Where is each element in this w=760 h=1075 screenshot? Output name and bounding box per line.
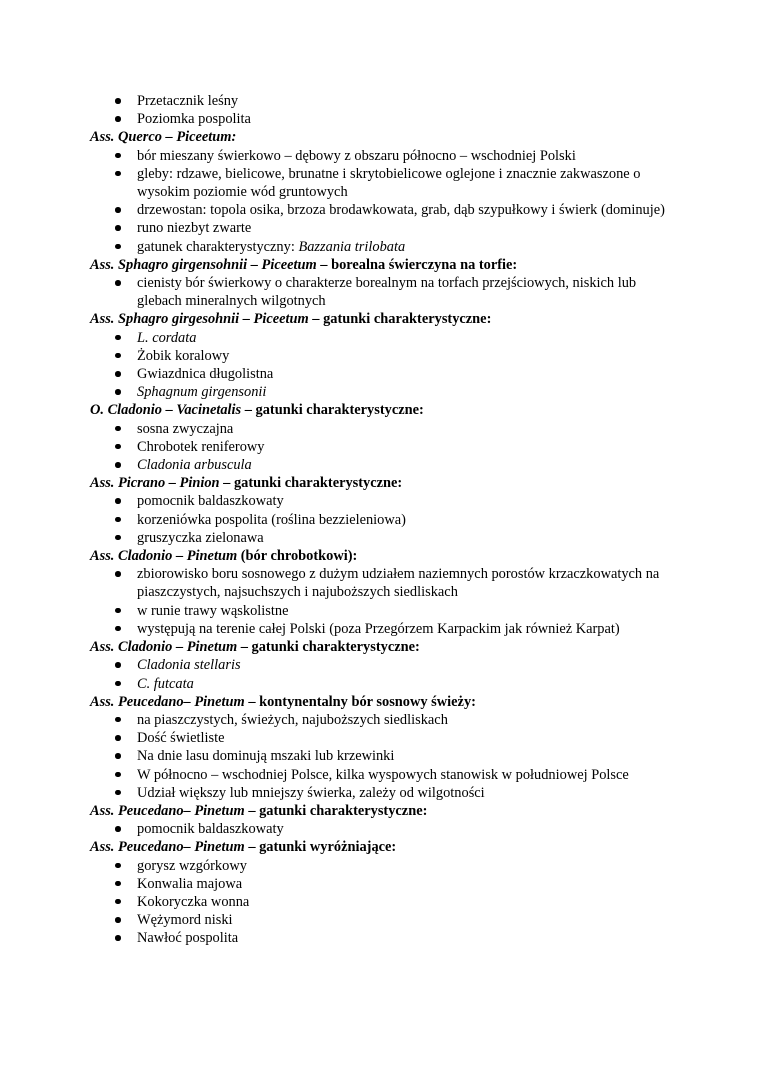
bullet-list (90, 92, 680, 128)
list-item (90, 675, 680, 693)
list-item (90, 329, 680, 347)
list-item (90, 274, 680, 310)
list-item (90, 929, 680, 947)
list-item-text: drzewostan: topola osika, brzoza brodawkowata, grab, dąb szypułkowy i świerk (dominuje) (137, 202, 665, 219)
association-name: Ass. Cladonio – Pinetum (90, 548, 238, 565)
section-heading (90, 638, 680, 656)
list-item-text: występują na terenie całej Polski (poza Przegórzem Karpackim jak również Karpat) (137, 620, 620, 637)
list-item-text: Na dnie lasu dominują mszaki lub krzewinki (137, 748, 395, 765)
list-item (90, 383, 680, 401)
section-heading (90, 310, 680, 328)
bullet-list (90, 711, 680, 802)
bullet-list (90, 492, 680, 547)
section-heading (90, 547, 680, 565)
list-item (90, 857, 680, 875)
list-item-text: na piaszczystych, świeżych, najuboższych siedliskach (137, 711, 448, 728)
section-heading (90, 128, 680, 146)
document-body (90, 92, 680, 948)
list-item (90, 729, 680, 747)
bullet-list (90, 274, 680, 310)
list-item (90, 893, 680, 911)
list-item-text: Wężymord niski (137, 912, 233, 929)
bullet-list (90, 820, 680, 838)
species-latin-name: C. futcata (137, 675, 194, 692)
list-item (90, 456, 680, 474)
list-item-text: pomocnik baldaszkowaty (137, 493, 284, 510)
section-heading (90, 474, 680, 492)
list-item-text: W północno – wschodniej Polsce, kilka wyspowych stanowisk w południowej Polsce (137, 766, 629, 783)
bullet-list (90, 857, 680, 948)
heading-description: – gatunki charakterystyczne: (241, 402, 424, 419)
list-item-text: gruszyczka zielonawa (137, 529, 264, 546)
list-item (90, 511, 680, 529)
list-item (90, 911, 680, 929)
list-item-text: gleby: rdzawe, bielicowe, brunatne i skrytobielicowe oglejone i znacznie zakwaszone o wysokim poziomie wód gruntowych (137, 165, 641, 201)
heading-description: – kontynentalny bór sosnowy świeży: (244, 693, 476, 710)
association-name: Ass. Picrano – Pinion (90, 475, 220, 492)
association-name: Ass. Cladonio – Pinetum (90, 639, 238, 656)
list-item (90, 766, 680, 784)
association-name: Ass. Querco – Piceetum: (90, 129, 237, 146)
association-name: O. Cladonio – Vacinetalis (90, 402, 242, 419)
list-item (90, 529, 680, 547)
list-item-text: Żobik koralowy (137, 347, 230, 364)
list-item (90, 347, 680, 365)
list-item-text: runo niezbyt zwarte (137, 220, 252, 237)
association-name: Ass. Sphagro girgesohnii – Piceetum (90, 311, 309, 328)
heading-description: – gatunki wyróżniające: (244, 839, 397, 856)
bullet-list (90, 656, 680, 692)
list-item (90, 365, 680, 383)
heading-description: – gatunki charakterystyczne: (244, 802, 428, 819)
list-item (90, 565, 680, 601)
list-item (90, 92, 680, 110)
section-heading (90, 401, 680, 419)
list-item (90, 165, 680, 201)
bullet-list (90, 329, 680, 402)
bullet-list (90, 420, 680, 475)
list-item-text: Przetacznik leśny (137, 93, 239, 109)
species-latin-name: L. cordata (137, 329, 197, 346)
list-item-text: cienisty bór świerkowy o charakterze borealnym na torfach przejściowych, niskich lub glebach mineralnych wilgotnych (137, 275, 637, 310)
list-item (90, 110, 680, 128)
list-item-text: Poziomka pospolita (137, 111, 251, 128)
section-heading (90, 256, 680, 274)
list-item-text: sosna zwyczajna (137, 420, 234, 437)
list-item (90, 875, 680, 893)
list-item-text: gatunek charakterystyczny: (137, 238, 299, 255)
species-latin-name: Cladonia arbuscula (137, 457, 252, 474)
list-item (90, 711, 680, 729)
list-item (90, 620, 680, 638)
species-latin-name: Sphagnum girgensonii (137, 384, 267, 401)
heading-description: – borealna świerczyna na torfie: (316, 256, 518, 273)
list-item-text: Kokoryczka wonna (137, 893, 250, 910)
heading-description: – gatunki charakterystyczne: (308, 311, 492, 328)
list-item (90, 147, 680, 165)
association-name: Ass. Peucedano– Pinetum (90, 839, 245, 856)
section-heading (90, 838, 680, 856)
list-item-text: Udział większy lub mniejszy świerka, zależy od wilgotności (137, 784, 485, 801)
list-item-text: w runie trawy wąskolistne (137, 602, 289, 619)
bullet-list (90, 565, 680, 638)
list-item-text: Konwalia majowa (137, 875, 243, 892)
association-name: Ass. Sphagro girgensohnii – Piceetum (90, 256, 317, 273)
heading-description: (bór chrobotkowi): (237, 548, 358, 565)
association-name: Ass. Peucedano– Pinetum (90, 802, 245, 819)
section-heading (90, 802, 680, 820)
heading-description: – gatunki charakterystyczne: (219, 475, 403, 492)
list-item (90, 602, 680, 620)
list-item-text: Nawłoć pospolita (137, 930, 239, 947)
list-item-text: Chrobotek reniferowy (137, 438, 265, 455)
list-item-text: gorysz wzgórkowy (137, 857, 247, 874)
list-item-text: korzeniówka pospolita (roślina bezzieleniowa) (137, 511, 406, 528)
list-item (90, 238, 680, 256)
list-item-text: bór mieszany świerkowo – dębowy z obszaru północno – wschodniej Polski (137, 147, 576, 164)
list-item (90, 420, 680, 438)
species-latin-name: Cladonia stellaris (137, 657, 241, 674)
list-item (90, 219, 680, 237)
list-item (90, 747, 680, 765)
section-heading (90, 693, 680, 711)
list-item (90, 784, 680, 802)
bullet-list (90, 147, 680, 256)
list-item (90, 438, 680, 456)
list-item-text: pomocnik baldaszkowaty (137, 821, 284, 838)
association-name: Ass. Peucedano– Pinetum (90, 693, 245, 710)
list-item (90, 201, 680, 219)
heading-description: – gatunki charakterystyczne: (237, 639, 420, 656)
list-item-text: zbiorowisko boru sosnowego z dużym udziałem naziemnych porostów krzaczkowatych na piaszczystych, najsuchszych i najuboższych siedliskach (137, 566, 660, 601)
list-item-text: Dość świetliste (137, 730, 225, 747)
list-item (90, 492, 680, 510)
list-item (90, 820, 680, 838)
list-item (90, 656, 680, 674)
species-latin-name: Bazzania trilobata (298, 238, 406, 255)
list-item-text: Gwiazdnica długolistna (137, 366, 274, 383)
